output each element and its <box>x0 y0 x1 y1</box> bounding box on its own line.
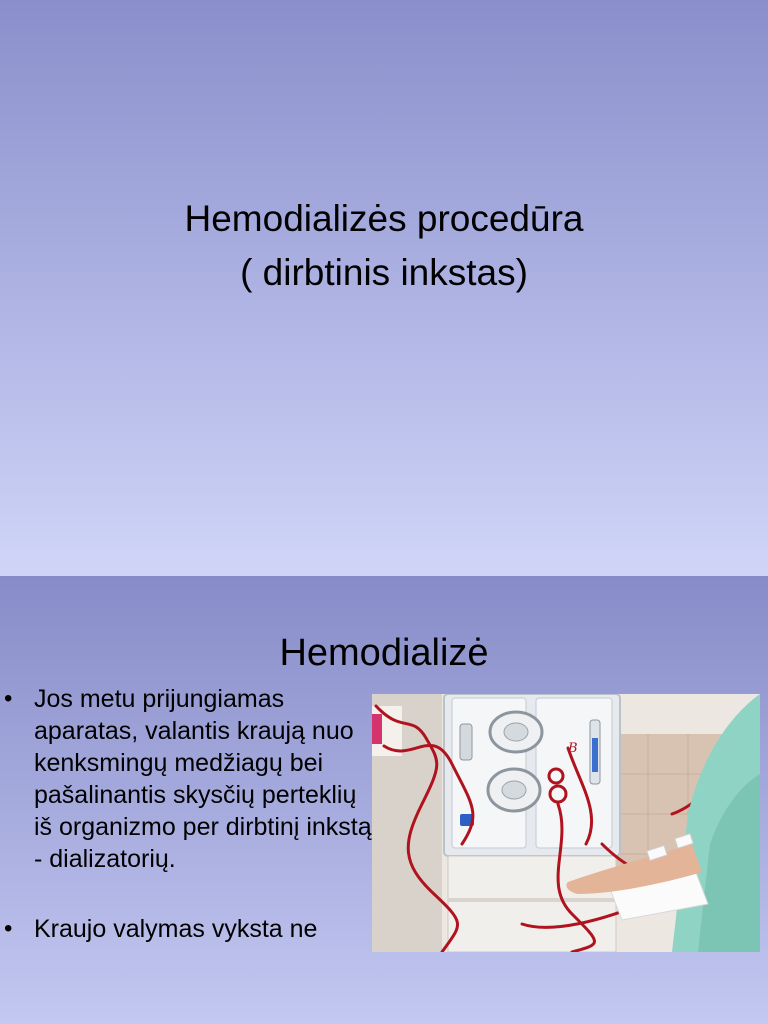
hemodialysis-photo <box>372 694 760 952</box>
bullet-item <box>0 683 372 875</box>
slide-title-line-1: Hemodializės procedūra <box>184 198 584 239</box>
slide-title <box>0 192 768 300</box>
bullet-icon: • <box>4 915 13 942</box>
bullet-item <box>0 913 372 945</box>
slide-heading: Hemodializė <box>279 632 489 674</box>
photo-label-b: B <box>568 741 578 756</box>
dialysis-machine-illustration <box>372 694 760 952</box>
bullet-list <box>0 683 372 945</box>
slide-title-line-2: ( dirbtinis inkstas) <box>240 252 528 293</box>
bullet-text: Kraujo valymas vyksta ne <box>34 915 318 943</box>
bullet-icon: • <box>4 685 13 712</box>
bullet-text: Jos metu prijungiamas aparatas, valantis kraują nuo kenksmingų medžiagų bei pašalinantis skysčių perteklių iš organizmo per dirbtinį inkstą - dializatorių. <box>34 685 372 873</box>
content-slide <box>0 576 768 1024</box>
